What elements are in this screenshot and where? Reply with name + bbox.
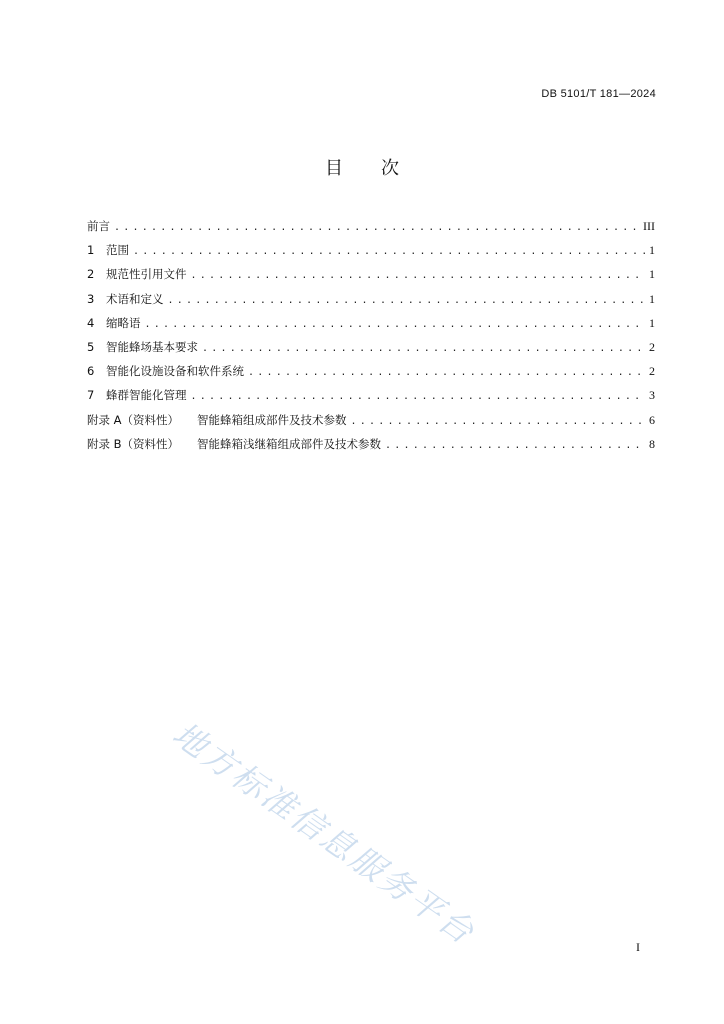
toc-leader-dots (351, 416, 645, 427)
toc-entry-label: 前言 (87, 219, 110, 233)
toc-leader-dots (191, 270, 646, 281)
toc-appendix-label: 附录 B（资料性） (87, 436, 180, 451)
toc-list (87, 218, 655, 460)
toc-entry-page: 1 (649, 267, 655, 282)
toc-entry-page: III (643, 219, 655, 233)
toc-entry-foreword[interactable] (87, 218, 655, 242)
toc-entry-4[interactable] (87, 315, 655, 339)
toc-entry-label: 规范性引用文件 (106, 267, 187, 282)
toc-entry-2[interactable] (87, 266, 655, 290)
toc-title-char-2: 次 (381, 158, 399, 179)
toc-appendix-title: 智能蜂箱组成部件及技术参数 (197, 412, 347, 427)
toc-entry-number: 7 (87, 388, 95, 403)
toc-entry-label: 缩略语 (106, 315, 141, 330)
toc-entry-number: 3 (87, 291, 95, 306)
toc-appendix-title: 智能蜂箱浅继箱组成部件及技术参数 (197, 436, 382, 451)
toc-entry-page: 8 (649, 436, 655, 451)
toc-leader-dots (385, 440, 645, 451)
toc-leader-dots (248, 367, 645, 378)
toc-entry-1[interactable] (87, 242, 655, 266)
toc-entry-number: 4 (87, 315, 95, 330)
page-number: I (636, 940, 640, 954)
toc-entry-label: 智能化设施设备和软件系统 (106, 364, 244, 379)
toc-leader-dots (133, 246, 645, 257)
toc-title-char-1: 目 (325, 158, 343, 179)
toc-leader-dots (168, 295, 646, 306)
toc-entry-number: 2 (87, 267, 95, 282)
toc-entry-5[interactable] (87, 339, 655, 363)
toc-leader-dots (191, 391, 646, 402)
toc-entry-appendix-b[interactable] (87, 436, 655, 460)
toc-entry-7[interactable] (87, 387, 655, 411)
toc-entry-6[interactable] (87, 363, 655, 387)
toc-entry-number: 1 (87, 243, 95, 258)
toc-entry-number: 5 (87, 339, 95, 354)
toc-leader-dots (114, 222, 639, 233)
toc-entry-page: 3 (649, 388, 655, 403)
toc-entry-page: 1 (649, 315, 655, 330)
toc-leader-dots (145, 319, 646, 330)
toc-entry-page: 6 (649, 412, 655, 427)
toc-entry-label: 蜂群智能化管理 (106, 388, 187, 403)
toc-entry-3[interactable] (87, 291, 655, 315)
toc-entry-page: 2 (649, 339, 655, 354)
standard-number: DB 5101/T 181—2024 (541, 88, 656, 100)
toc-appendix-label: 附录 A（资料性） (87, 412, 180, 427)
toc-entry-label: 智能蜂场基本要求 (106, 339, 198, 354)
toc-title (0, 154, 724, 180)
toc-entry-number: 6 (87, 364, 95, 379)
toc-entry-page: 1 (649, 291, 655, 306)
toc-entry-page: 1 (649, 243, 655, 258)
toc-leader-dots (202, 343, 645, 354)
toc-entry-page: 2 (649, 364, 655, 379)
toc-entry-appendix-a[interactable] (87, 412, 655, 436)
toc-entry-label: 范围 (106, 243, 129, 258)
watermark-text: 地方标准信息服务平台 (165, 714, 483, 953)
toc-entry-label: 术语和定义 (106, 291, 164, 306)
